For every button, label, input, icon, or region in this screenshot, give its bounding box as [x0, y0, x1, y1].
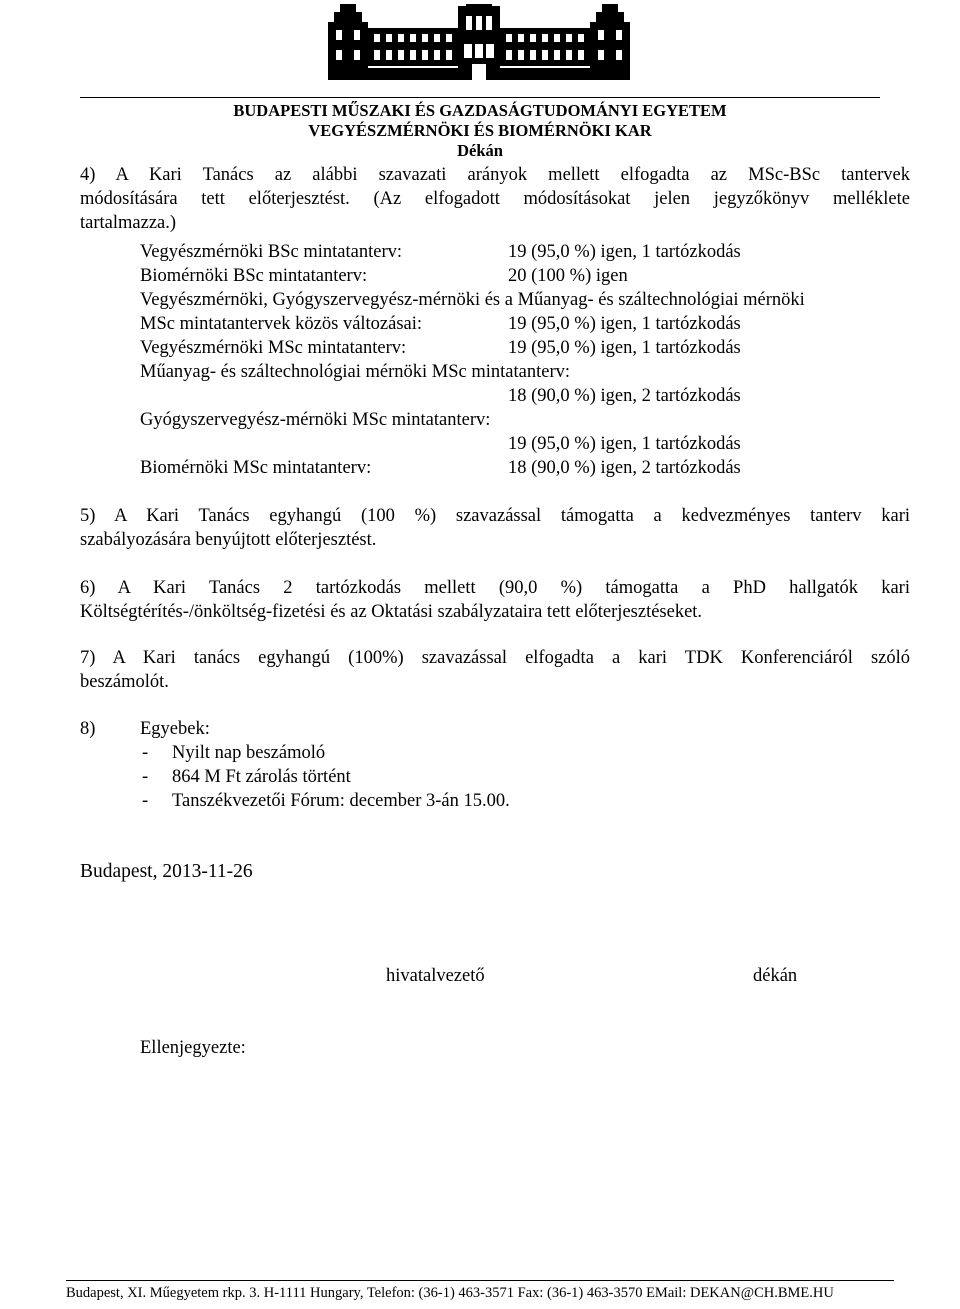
bullet-mark: - — [142, 791, 149, 811]
vote-result: 18 (90,0 %) igen, 2 tartózkodás — [508, 386, 741, 406]
item-8-title: Egyebek: — [140, 719, 210, 739]
vote-result: 19 (95,0 %) igen, 1 tartózkodás — [508, 314, 741, 334]
item-7-line: beszámolót. — [80, 672, 169, 692]
item-5-paragraph — [80, 504, 910, 552]
item-4-paragraph — [80, 163, 910, 235]
item-6-line: 6) A Kari Tanács 2 tartózkodás mellett (90,0 %) támogatta a PhD hallgatók kari — [80, 578, 910, 598]
item-6-line: Költségtérítés-/önköltség-fizetési és az Oktatási szabályzataira tett előterjesztéseket. — [80, 602, 703, 622]
header-rule — [80, 97, 880, 98]
item-4-line: tartalmazza.) — [80, 213, 177, 233]
vote-result: 18 (90,0 %) igen, 2 tartózkodás — [508, 458, 741, 478]
vote-label: MSc mintatantervek közös változásai: — [140, 314, 423, 334]
bullet-mark: - — [142, 743, 149, 763]
list-item: Tanszékvezetői Fórum: december 3-án 15.00. — [172, 791, 510, 811]
vote-result: 19 (95,0 %) igen, 1 tartózkodás — [508, 242, 741, 262]
list-item: Nyilt nap beszámoló — [172, 743, 326, 763]
item-5-line: 5) A Kari Tanács egyhangú (100 %) szavazással támogatta a kedvezményes tanterv kari — [80, 506, 910, 526]
item-8-number: 8) — [80, 719, 96, 739]
vote-label: Vegyészmérnöki BSc mintatanterv: — [140, 242, 403, 262]
vote-label: Műanyag- és száltechnológiai mérnöki MSc mintatanterv: — [140, 362, 571, 382]
faculty-name: VEGYÉSZMÉRNÖKI ÉS BIOMÉRNÖKI KAR — [308, 121, 652, 140]
vote-label: Biomérnöki BSc mintatanterv: — [140, 266, 368, 286]
vote-result: 19 (95,0 %) igen, 1 tartózkodás — [508, 434, 741, 454]
vote-result: 20 (100 %) igen — [508, 266, 628, 286]
university-name: BUDAPESTI MŰSZAKI ÉS GAZDASÁGTUDOMÁNYI EGYETEM — [233, 101, 727, 120]
item-7-line: 7) A Kari tanács egyhangú (100%) szavazással elfogadta a kari TDK Konferenciáról szóló — [80, 648, 910, 668]
list-item: 864 M Ft zárolás történt — [172, 767, 351, 787]
vote-label: Vegyészmérnöki MSc mintatanterv: — [140, 338, 407, 358]
item-4-line: módosítására tett előterjesztést. (Az elfogadott módosításokat jelen jegyzőkönyv melléklete — [80, 189, 910, 209]
bullet-mark: - — [142, 767, 149, 787]
vote-label: Biomérnöki MSc mintatanterv: — [140, 458, 372, 478]
vote-result: 19 (95,0 %) igen, 1 tartózkodás — [508, 338, 741, 358]
item-4-line: 4) A Kari Tanács az alábbi szavazati arányok mellett elfogadta az MSc-BSc tantervek — [80, 165, 910, 185]
university-building-logo — [326, 4, 632, 80]
item-7-paragraph — [80, 646, 910, 694]
footer-address: Budapest, XI. Műegyetem rkp. 3. H-1111 Hungary, Telefon: (36-1) 463-3571 Fax: (36-1) 463-3570 EMail: DEKAN@CH.BME.HU — [66, 1285, 834, 1301]
item-5-line: szabályozására benyújtott előterjesztést. — [80, 530, 377, 550]
countersign-label: Ellenjegyezte: — [140, 1038, 246, 1058]
office-name: Dékán — [457, 141, 503, 160]
footer-rule — [66, 1280, 894, 1281]
signature-left: hivatalvezető — [386, 966, 485, 986]
item-6-paragraph — [80, 576, 910, 624]
signature-right: dékán — [753, 966, 798, 986]
vote-label: Gyógyszervegyész-mérnöki MSc mintatanterv: — [140, 410, 491, 430]
vote-label: Vegyészmérnöki, Gyógyszervegyész-mérnöki és a Műanyag- és száltechnológiai mérnöki — [140, 290, 805, 310]
place-date: Budapest, 2013-11-26 — [80, 861, 253, 882]
